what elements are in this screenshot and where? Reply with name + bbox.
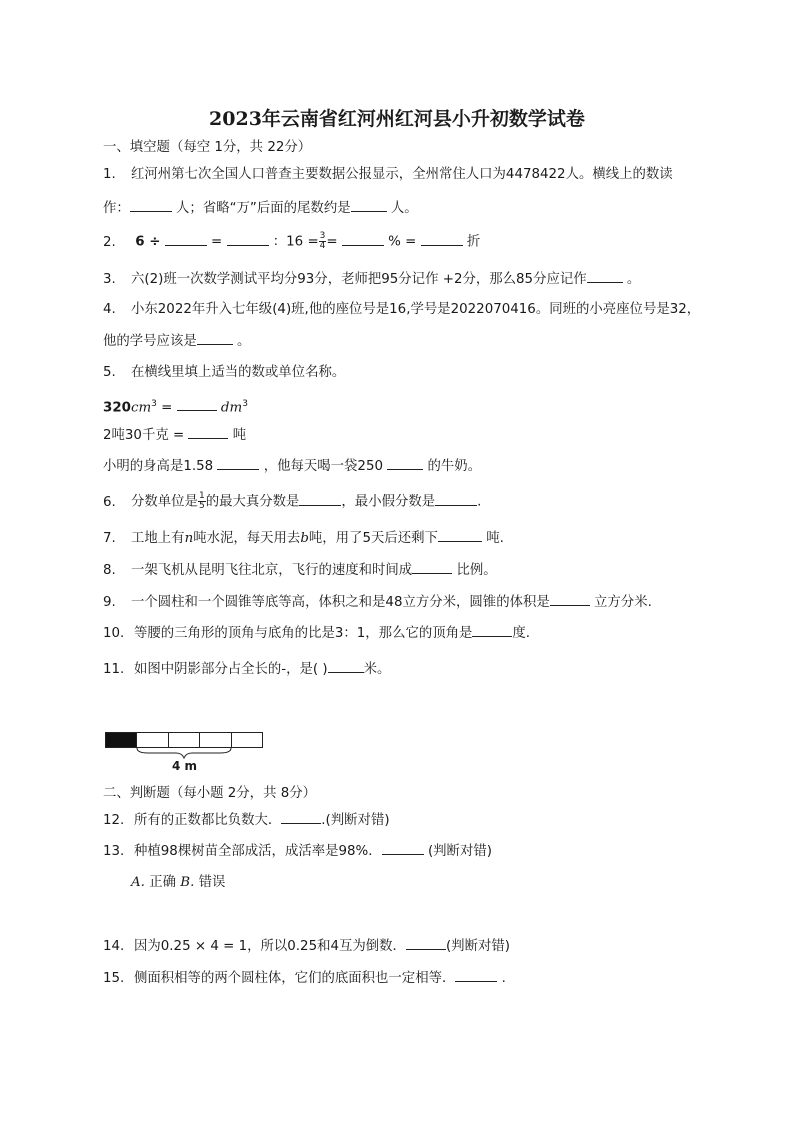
answer-blank[interactable] (550, 593, 590, 606)
answer-blank[interactable] (351, 199, 387, 212)
section-heading-1: 一、填空题（每空 1分，共 22分） (103, 140, 312, 155)
question-number: 12. (103, 813, 125, 828)
question-number: 6. (103, 494, 116, 510)
answer-blank[interactable] (455, 969, 497, 982)
figure-length-label: 4 m (172, 759, 198, 773)
question-2 (103, 232, 480, 252)
question-text: 所有的正数都比负数大． (134, 813, 282, 828)
question-number: 3. (103, 272, 116, 287)
variable: n (184, 531, 194, 546)
answer-blank[interactable] (165, 233, 207, 246)
option-label: A. (131, 875, 145, 890)
answer-blank[interactable] (435, 493, 477, 506)
question-text: ，他每天喝一袋250 (263, 459, 383, 474)
question-text: 2吨30千克 = (103, 428, 185, 443)
question-text: 人；省略“万”后面的尾数约是 (176, 201, 351, 216)
question-number: 10. (103, 626, 125, 641)
question-text: % = (388, 234, 417, 250)
question-text: .(判断对错) (321, 813, 390, 828)
question-text: 吨. (486, 531, 504, 546)
fraction: $\frac{1}{5}$ (198, 491, 205, 511)
question-text: 度. (512, 626, 531, 641)
question-text: -，是( ) (281, 662, 328, 677)
question-text: . (501, 971, 506, 986)
question-5-item-c (103, 457, 481, 476)
question-text: 一架飞机从昆明飞往北京，飞行的速度和时间成 (131, 563, 413, 578)
answer-blank[interactable] (299, 493, 341, 506)
question-7 (103, 529, 504, 548)
question-text: 吨水泥，每天用去 (193, 531, 301, 546)
question-text: 吨，用了5天后还剩下 (308, 531, 438, 546)
answer-blank[interactable] (197, 332, 233, 345)
question-text: = (326, 234, 338, 250)
question-number: 9. (103, 595, 116, 610)
question-11 (103, 660, 390, 679)
answer-blank[interactable] (406, 937, 446, 950)
question-number: 4. (103, 302, 116, 317)
section-heading-2: 二、判断题（每小题 2分，共 8分） (103, 786, 317, 801)
question-6 (103, 492, 481, 512)
segment (200, 733, 231, 747)
question-text: 作： (103, 201, 130, 216)
question-text: 比例。 (456, 563, 497, 578)
question-10 (103, 624, 530, 643)
question-14 (103, 937, 510, 956)
answer-blank[interactable] (387, 457, 423, 470)
question-text: 他的学号应该是 (103, 334, 197, 349)
variable: b (300, 531, 309, 546)
answer-blank[interactable] (177, 398, 217, 411)
segment (169, 733, 200, 747)
answer-blank[interactable] (412, 561, 452, 574)
question-text: 在横线里填上适当的数或单位名称。 (131, 365, 346, 380)
question-12 (103, 811, 390, 830)
answer-blank[interactable] (421, 233, 463, 246)
question-4-line-2 (103, 332, 250, 351)
answer-blank[interactable] (130, 199, 172, 212)
question-5 (103, 364, 345, 382)
segment-bar-figure (105, 732, 263, 748)
unit: dm (220, 400, 243, 416)
question-13 (103, 842, 492, 861)
unit: cm (130, 400, 152, 416)
question-text: 六(2)班一次数学测试平均分93分，老师把95分记作 +2分，那么85分应记作 (131, 272, 587, 287)
shaded-segment (106, 733, 137, 747)
question-4-line-1 (103, 301, 700, 319)
question-text: 。 (626, 272, 641, 287)
question-text: . (477, 494, 482, 510)
question-text: 小明的身高是1.58 (103, 459, 214, 474)
question-number: 8. (103, 563, 116, 578)
answer-blank[interactable] (217, 457, 259, 470)
question-1-line-2 (103, 199, 418, 218)
option-label: B. (180, 875, 195, 890)
question-text: 小东2022年升入七年级(4)班,他的座位号是16,学号是2022070416。同班的小亮座位号是32， (131, 302, 701, 317)
question-text: 的最大真分数是 (205, 494, 300, 510)
question-15 (103, 969, 506, 988)
question-number: 15. (103, 971, 125, 986)
answer-blank[interactable] (328, 660, 364, 673)
question-text: 分数单位是 (131, 494, 198, 510)
question-text: 红河州第七次全国人口普查主要数据公报显示，全州常住人口为4478422人。横线上的数读 (131, 167, 673, 182)
question-text: 6 ÷ (135, 234, 161, 250)
answer-blank[interactable] (227, 233, 269, 246)
question-text: 一个圆柱和一个圆锥等底等高，体积之和是48立方分米，圆锥的体积是 (131, 595, 550, 610)
question-text: 人。 (390, 201, 418, 216)
question-text: 立方分米. (594, 595, 652, 610)
segment (232, 733, 262, 747)
question-number: 5. (103, 365, 116, 380)
question-text: (判断对错) (427, 844, 492, 859)
fraction: $\frac{3}{4}$ (319, 231, 326, 251)
answer-blank[interactable] (188, 426, 228, 439)
question-text: 侧面积相等的两个圆柱体，它们的底面积也一定相等． (134, 971, 456, 986)
answer-blank[interactable] (281, 811, 321, 824)
answer-blank[interactable] (342, 233, 384, 246)
question-1-line-1 (103, 166, 673, 184)
answer-blank[interactable] (382, 842, 424, 855)
question-text: 的牛奶。 (427, 459, 482, 474)
question-text: = (211, 234, 223, 250)
question-text: ，最小假分数是 (341, 494, 436, 510)
question-text: 。 (237, 334, 251, 349)
question-number: 1. (103, 167, 116, 182)
question-5-item-b (103, 426, 246, 445)
option-text[interactable]: 正确 (149, 875, 176, 890)
question-text: ：16 = (272, 234, 319, 250)
question-number: 14. (103, 939, 125, 954)
question-text: 等腰的三角形的顶角与底角的比是3：1，那么它的顶角是 (134, 626, 473, 641)
page-title: 2023年云南省红河州红河县小升初数学试卷 (209, 108, 585, 130)
brace-icon (136, 747, 232, 759)
question-8 (103, 561, 497, 580)
answer-blank[interactable] (587, 270, 623, 283)
question-5-item-a: $320cm^3 = dm^3$ (103, 399, 248, 416)
question-text: 320 (103, 400, 131, 416)
segment (137, 733, 168, 747)
answer-blank[interactable] (438, 529, 482, 542)
option-text[interactable]: 错误 (198, 875, 226, 890)
question-text: 如图中阴影部分占全长的 (134, 662, 282, 677)
answer-blank[interactable] (472, 624, 512, 637)
question-text: 折 (466, 234, 481, 250)
question-text: 因为0.25 × 4 = 1，所以0.25和4互为倒数． (134, 939, 406, 954)
question-text: 工地上有 (131, 531, 185, 546)
question-3 (103, 270, 640, 289)
question-9 (103, 593, 652, 612)
question-13-options (131, 874, 225, 892)
question-number: 11. (103, 662, 125, 677)
question-number: 13. (103, 844, 125, 859)
question-text: (判断对错) (445, 939, 510, 954)
question-text: 米。 (363, 662, 391, 677)
question-text: 种植98棵树苗全部成活，成活率是98%． (134, 844, 382, 859)
question-number: 2. (103, 234, 116, 250)
question-number: 7. (103, 531, 116, 546)
question-text: 吨 (232, 428, 247, 443)
